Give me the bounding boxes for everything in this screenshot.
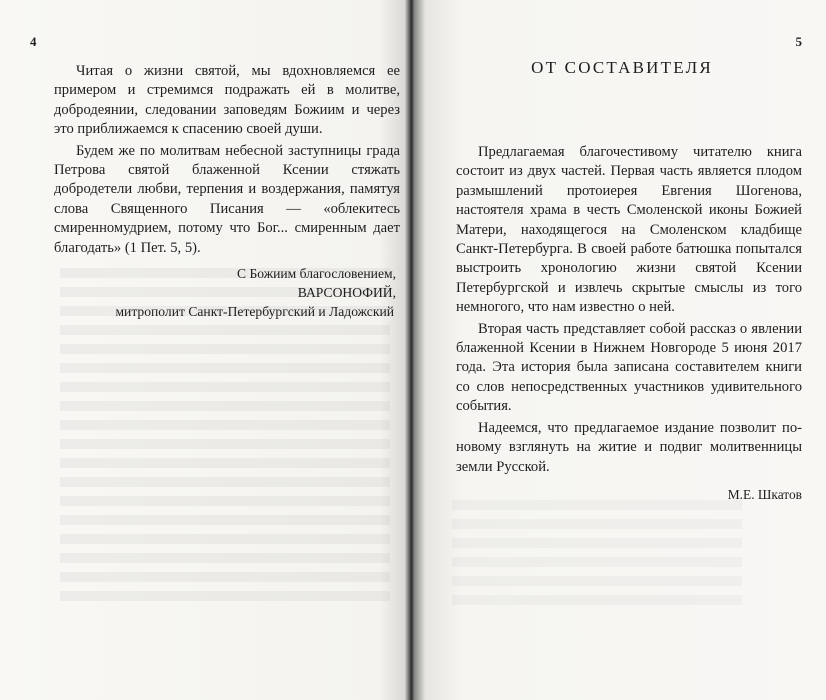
signature-line: С Божиим благословением, bbox=[236, 266, 396, 281]
page-heading: ОТ СОСТАВИТЕЛЯ bbox=[531, 58, 713, 77]
right-page bbox=[418, 0, 826, 700]
paragraph: Предлагаемая благочестивому читателю книга состоит из двух частей. Первая часть является плодом размышлений протоиерея Евгения Шогенова, настоятеля храма в честь Смоленской иконы Божией Матери, находящегося на Смоленском кладбище Санкт-Петербурга. В своей работе батюшка попытался выстроить хронологию жизни святой Ксении Петербургской и извлечь скрытые смыслы из того немногого, что нам известно о ней. bbox=[456, 144, 802, 316]
paragraph: Читая о жизни святой, мы вдохновляемся ее примером и стремимся подражать ей в молитве, добродеянии, следовании заповедям Божиим и через это приближаемся к спасению своей души. bbox=[54, 63, 400, 138]
page-number: 4 bbox=[30, 34, 37, 49]
body-text bbox=[54, 62, 400, 258]
signature-title: митрополит Санкт-Петербургский и Ладожский bbox=[115, 304, 394, 319]
page-number: 5 bbox=[795, 34, 802, 49]
paragraph: Вторая часть представляет собой рассказ о явлении блаженной Ксении в Нижнем Новгороде 5 июня 2017 года. Эта история была записана составителем книги со слов непосредственных участников удивительного события. bbox=[456, 320, 802, 415]
author-signature: М.Е. Шкатов bbox=[727, 487, 802, 502]
body-text bbox=[456, 143, 802, 477]
paragraph: Надеемся, что предлагаемое издание позволит по-новому взглянуть на житие и подвиг молитвенницы земли Русской. bbox=[456, 419, 802, 475]
paragraph: Будем же по молитвам небесной заступницы града Петрова святой блаженной Ксении стяжать добродетели любви, терпения и воздержания, памятуя слова Священного Писания — «облекитесь смиренномудрием, потому что Бог... смиренным дает благодать» (1 Пет. 5, 5). bbox=[54, 142, 400, 256]
blessing-signature bbox=[36, 264, 396, 321]
signature-name: ВАРСОНОФИЙ, bbox=[297, 285, 396, 300]
left-page bbox=[0, 0, 410, 700]
